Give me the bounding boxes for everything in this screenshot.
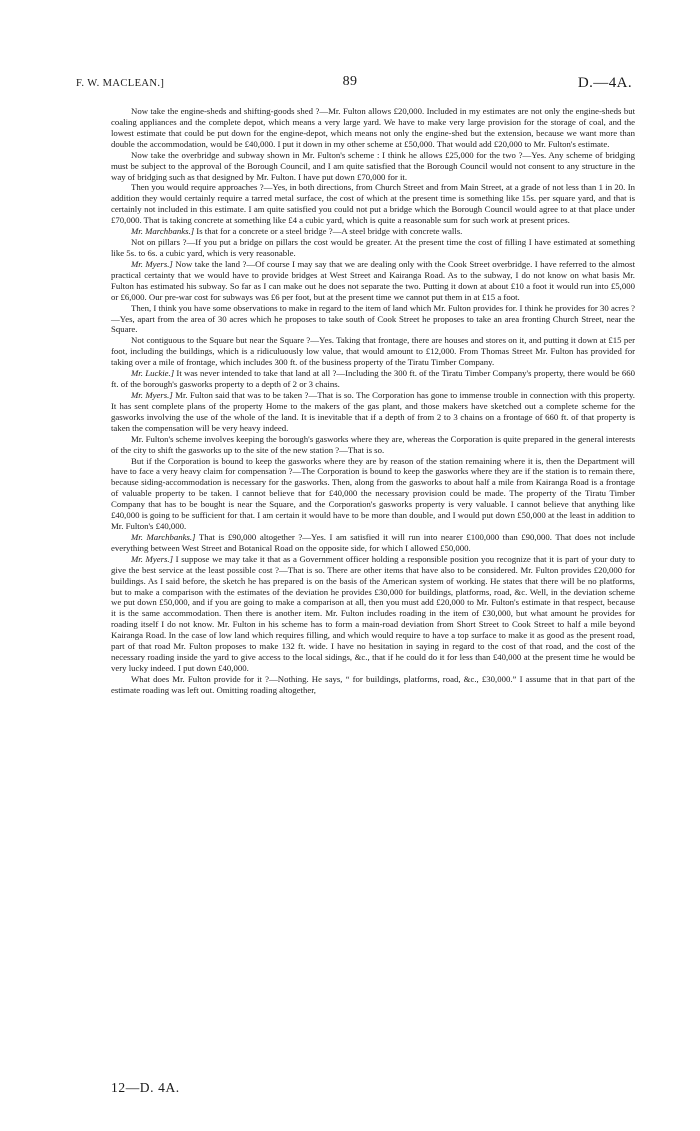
page-number: 89	[342, 74, 358, 89]
paragraph-text: That is £90,000 altogether ?—Yes. I am satisfied it will run into nearer £100,000 than £90,000. That does not include everything between West Street and Botanical Road on the opposite side, for which I allowed £50,000.	[111, 531, 636, 553]
paragraph	[111, 182, 635, 226]
paragraph	[111, 259, 635, 303]
paragraph	[111, 456, 635, 532]
paragraph-text: Not contiguous to the Square but near the Square ?—Yes. Taking that frontage, there are houses and stores on it, and putting it down at £15 per foot, including the buildings, which is a ridiculuously low value, that would amount to £12,000. From Thomas Street Mr. Fulton has provided for taking over a mile of frontage, which includes 300 ft. of the business property of the Tiratu Timber Company.	[111, 335, 635, 368]
paragraph-text: I suppose we may take it that as a Government officer holding a responsible position you recognize that it is part of your duty to give the best service at the least possible cost ?—That is so. There are other items that have also to be considered. Mr. Fulton provides £20,000 for buildings. As I said before, the sketch he has prepared is on the basis of the American system of working. He states that there will be no platforms, but to make a comparison with the estimates of the deviation he provides £30,000 for buildings, platforms, road, &c. Well, in the deviation scheme we put down £50,000, and if you are going to make a comparison at all, then you must add £20,000 to Mr. Fulton's estimate in that respect, because it is the same accommodation. Then there is another item. Mr. Fulton includes roading in the item of £30,000, but what amount he provides for roading itself I do not know. Mr. Fulton in his scheme has to form a main-road deviation from Short Street to Cook Street to half a mile beyond Kairanga Road. In the case of low land which requires filling, and which would require to have a top surface to make it as good as the present road, part of that road Mr. Fulton proposes to make 132 ft. wide. I have no hesitation in saying in regard to the cost of that road, and the cost of the necessary roading inside the yard to give access to the local sidings, &c., that if he could do it for less than £40,000 at the present time he would be very lucky indeed. I put down £40,000.	[111, 553, 636, 674]
paragraph-text: It was never intended to take that land at all ?—Including the 300 ft. of the Tiratu Timber Company's property, there would be 660 ft. of the borough's gasworks property to a depth of 2 or 3 chains.	[111, 368, 635, 390]
paragraph	[111, 532, 635, 554]
speaker-label: Mr. Marchbanks.]	[131, 531, 196, 542]
header-author: F. W. MACLEAN.]	[76, 78, 165, 89]
paper-reference: D.—4A.	[577, 75, 632, 91]
paragraph	[111, 106, 635, 150]
paragraph	[111, 237, 635, 259]
paragraph	[111, 390, 635, 434]
paragraph	[111, 303, 635, 336]
paragraph-text: Mr. Fulton's scheme involves keeping the borough's gasworks where they are, whereas the Corporation is quite prepared in the general interests of the city to shift the gasworks up to the site of the new station ?—That is so.	[111, 433, 635, 455]
body-text	[111, 106, 635, 696]
paragraph	[111, 554, 635, 674]
footer-signature: 12—D. 4A.	[111, 1080, 180, 1095]
paragraph-text: Not on pillars ?—If you put a bridge on pillars the cost would be greater. At the present time the cost of filling I have estimated at something like 5s. to 6s. a cubic yard, which is very reasonable.	[111, 237, 635, 258]
paragraph-text: Now take the land ?—Of course I may say that we are dealing only with the Cook Street overbridge. I have referred to the almost practical certainty that we would have to provide bridges at West Street and Kairanga Road. As to the subway, I do not know on what basis Mr. Fulton has estimated his subway. So far as I can make out he does not separate the two. Putting it down at about £10 a foot it would run into £5,000 or £6,000. Our pre-war cost for subways was £6 per foot, but at the present time we cannot put them in at £15 a foot.	[111, 258, 636, 302]
paragraph-text: What does Mr. Fulton provide for it ?—Nothing. He says, “ for buildings, platforms, road, &c., £30,000.” I assume that in that part of the estimate roading was left out. Omitting roading altogether,	[111, 673, 635, 695]
speaker-label: Mr. Myers.]	[131, 553, 174, 564]
paragraph	[111, 226, 635, 237]
paragraph	[111, 674, 635, 696]
paragraph-text: Then you would require approaches ?—Yes, in both directions, from Church Street and from Main Street, at a grade of not less than 1 in 20. In addition they would certainly require a tarred metal surface, the cost of which at the present time is something like 15s. per square yard, and that is certainly not included in this estimate. I am quite satisfied you could not put a bridge which the Borough Council would agree to at that place under £70,000. That is taking concrete at something like £4 a cubic yard, which is quite a reasonable sum for such work at present prices.	[111, 182, 635, 226]
paragraph	[111, 368, 635, 390]
paragraph-text: But if the Corporation is bound to keep the gasworks where they are by reason of the station remaining where it is, then the Department will have to face a very heavy claim for compensation ?—The Corporation is bound to keep the gasworks where they are if the station is to remain there, because siding-accommodation is necessary for the gasworks. Then, along from the gasworks to about half a mile from Kairanga Road is a frontage of valuable property to be taken. I cannot believe that for £40,000 the necessary provision could be made. The property of the Tiratu Timber Company that has to be bought is near the Square, and the Corporation's gasworks property is very valuable. I cannot believe that anything like £40,000 is going to be sufficient for that. I am certain it would have to be more than double, and I would put down £50,000 at the least in addition to Mr. Fulton's £40,000.	[111, 455, 635, 532]
speaker-label: Mr. Myers.]	[131, 258, 173, 269]
paragraph-text: Then, I think you have some observations to make in regard to the item of land which Mr. Fulton provides for. I think he provides for 30 acres ?—Yes, apart from the area of 30 acres which he proposes to take south of Cook Street he proposes to take an area fronting Church Street, near the Square.	[111, 302, 635, 335]
paragraph-text: Is that for a concrete or a steel bridge ?—A steel bridge with concrete walls.	[196, 226, 463, 237]
paragraph-text: Now take the engine-sheds and shifting-goods shed ?—Mr. Fulton allows £20,000. Included in my estimates are not only the engine-sheds but coaling appliances and the complete depot, which means a very large yard. We have to make very large provision for the storage of coal, and the lowest estimate that could be put down for the engine-depot, which means not only the engine-shed but the extension, because we want more than double the accommodation, would be £40,000. I put it down in my other scheme at £50,000. That would add £20,000 to Mr. Fulton's estimate.	[111, 106, 635, 149]
paragraph	[111, 434, 635, 456]
paragraph	[111, 150, 635, 183]
speaker-label: Mr. Luckie.]	[131, 368, 175, 379]
paragraph-text: Now take the overbridge and subway shown in Mr. Fulton's scheme : I think he allows £25,000 for the two ?—Yes. Any scheme of bridging must be subject to the approval of the Borough Council, and I am quite satisfied that the Borough Council would not consent to any structure in the way of bridging such as that designed by Mr. Fulton. I have put down £70,000 for it.	[111, 149, 635, 182]
paragraph-text: Mr. Fulton said that was to be taken ?—That is so. The Corporation has gone to immense trouble in connection with this property. It has sent complete plans of the property Home to the makers of the gas plant, and those makers have sketched out a complete scheme for the gasworks involving the use of the whole of the land. It is inevitable that if a depth of from 2 to 3 chains on a frontage of 660 ft. of that property is taken the compensation will be very heavy indeed.	[111, 389, 635, 433]
paragraph	[111, 335, 635, 368]
speaker-label: Mr. Marchbanks.]	[131, 226, 195, 237]
speaker-label: Mr. Myers.]	[131, 389, 173, 400]
